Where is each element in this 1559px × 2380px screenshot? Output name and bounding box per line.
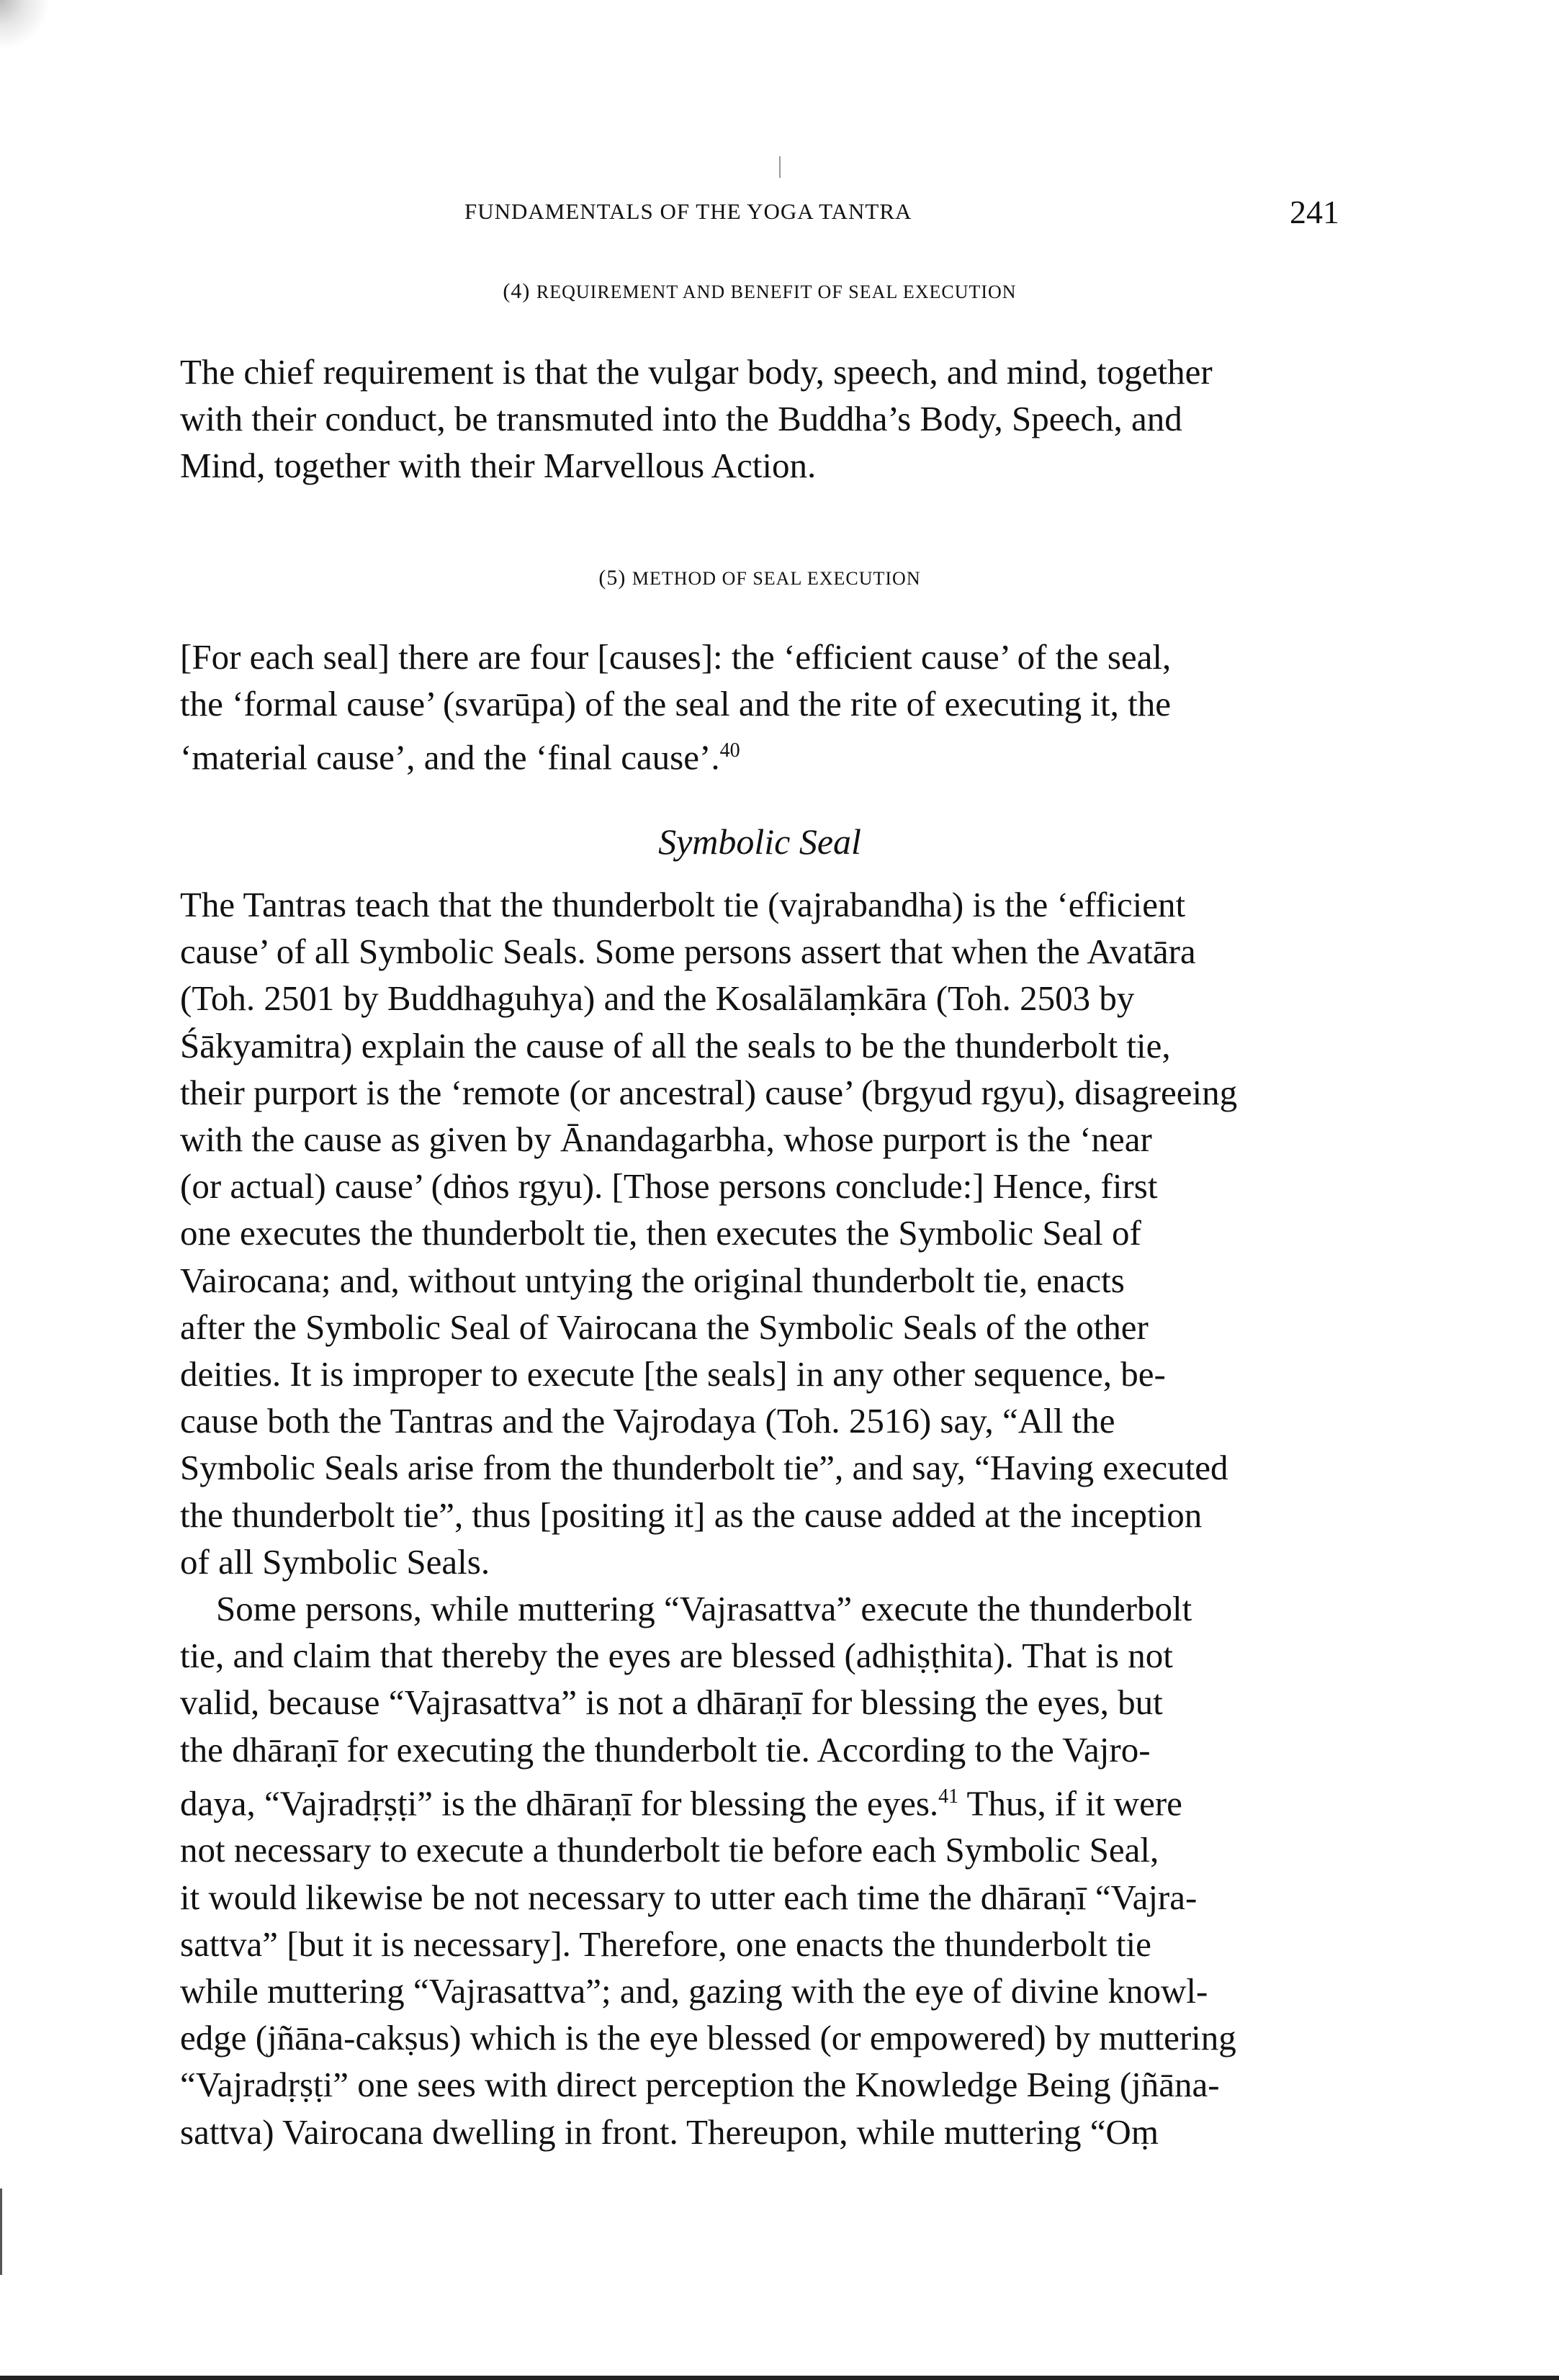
footnote-ref-40: 40 [719,739,740,762]
text-line: sattva” [but it is necessary]. Therefore, one enacts the thunderbolt tie [180,1924,1151,1964]
text-line: the dhāraṇī for executing the thunderbolt tie. According to the Vajro- [180,1729,1151,1770]
text-line: The chief requirement is that the vulgar body, speech, and mind, together [180,352,1213,392]
scan-mark [779,156,781,178]
text-line: deities. It is improper to execute [the seals] in any other sequence, be- [180,1354,1166,1394]
section-4-title: REQUIREMENT AND BENEFIT OF SEAL EXECUTION [536,281,1017,302]
text-line: their purport is the ‘remote (or ancestral) cause’ (brgyud rgyu), disagreeing [180,1072,1238,1112]
text-line: valid, because “Vajrasattva” is not a dhāraṇī for blessing the eyes, but [180,1682,1163,1723]
scan-corner-smudge [0,0,50,50]
symbolic-seal-paragraph-2 [180,1585,1339,2155]
text-fragment: ‘material cause’, and the ‘final cause’. [180,737,720,777]
text-line: the ‘formal cause’ (svarūpa) of the seal and the rite of executing it, the [180,684,1171,724]
section-5-number: (5) [598,566,626,590]
footnote-ref-41: 41 [938,1785,959,1808]
text-line: sattva) Vairocana dwelling in front. Thereupon, while muttering “Oṃ [180,2111,1159,2152]
text-line [180,727,1339,781]
text-line: Mind, together with their Marvellous Action. [180,446,817,486]
text-line: Śākyamitra) explain the cause of all the seals to be the thunderbolt tie, [180,1025,1171,1065]
running-title: FUNDAMENTALS OF THE YOGA TANTRA [464,199,912,224]
page-number: 241 [1290,194,1339,230]
section-4-heading [180,279,1339,304]
text-line: while muttering “Vajrasattva”; and, gazing with the eye of divine knowl- [180,1970,1208,2011]
symbolic-seal-paragraph-1 [180,881,1339,1585]
text-line: (or actual) cause’ (dṅos rgyu). [Those persons conclude:] Hence, first [180,1166,1158,1207]
text-line: The Tantras teach that the thunderbolt tie (vajrabandha) is the ‘efficient [180,885,1186,924]
text-line: Some persons, while muttering “Vajrasattva” execute the thunderbolt [216,1589,1192,1628]
text-line: it would likewise be not necessary to utter each time the dhāraṇī “Vajra- [180,1877,1198,1917]
text-line: tie, and claim that thereby the eyes are blessed (adhiṣṭhita). That is not [180,1636,1173,1676]
text-line: after the Symbolic Seal of Vairocana the Symbolic Seals of the other [180,1307,1149,1347]
text-line: one executes the thunderbolt tie, then executes the Symbolic Seal of [180,1213,1141,1253]
text-line: edge (jñāna-cakṣus) which is the eye blessed (or empowered) by muttering [180,2018,1236,2058]
section-5-heading [180,566,1339,590]
section-5-title: METHOD OF SEAL EXECUTION [632,568,921,589]
section-4-paragraph [180,348,1339,490]
text-fragment: Thus, if it were [958,1783,1182,1824]
section-5-paragraph [180,634,1339,781]
text-line: [For each seal] there are four [causes]: the ‘efficient cause’ of the seal, [180,637,1172,677]
text-line: cause’ of all Symbolic Seals. Some persons assert that when the Avatāra [180,932,1196,972]
text-line: with their conduct, be transmuted into the Buddha’s Body, Speech, and [180,399,1182,439]
scan-margin-mark [0,2189,2,2275]
text-line: Vairocana; and, without untying the original thunderbolt tie, enacts [180,1260,1125,1300]
running-header [180,193,1339,236]
section-4-number: (4) [503,279,531,303]
text-line: Symbolic Seals arise from the thunderbolt tie”, and say, “Having executed [180,1448,1228,1488]
text-line: cause both the Tantras and the Vajrodaya (Toh. 2516) say, “All the [180,1401,1115,1441]
text-line: (Toh. 2501 by Buddhaguhya) and the Kosalālaṃkāra (Toh. 2503 by [180,978,1135,1019]
text-fragment: daya, “Vajradṛṣṭi” is the dhāraṇī for blessing the eyes. [180,1783,939,1824]
text-line: “Vajradṛṣṭi” one sees with direct perception the Knowledge Being (jñāna- [180,2065,1220,2105]
scan-bottom-edge [0,2376,1559,2380]
text-line: not necessary to execute a thunderbolt tie before each Symbolic Seal, [180,1830,1159,1870]
text-line: the thunderbolt tie”, thus [positing it] as the cause added at the inception [180,1495,1203,1535]
symbolic-seal-title: Symbolic Seal [658,821,861,862]
text-line [180,1773,1339,1827]
text-line: with the cause as given by Ānandagarbha, whose purport is the ‘near [180,1119,1152,1160]
text-line: of all Symbolic Seals. [180,1541,490,1582]
